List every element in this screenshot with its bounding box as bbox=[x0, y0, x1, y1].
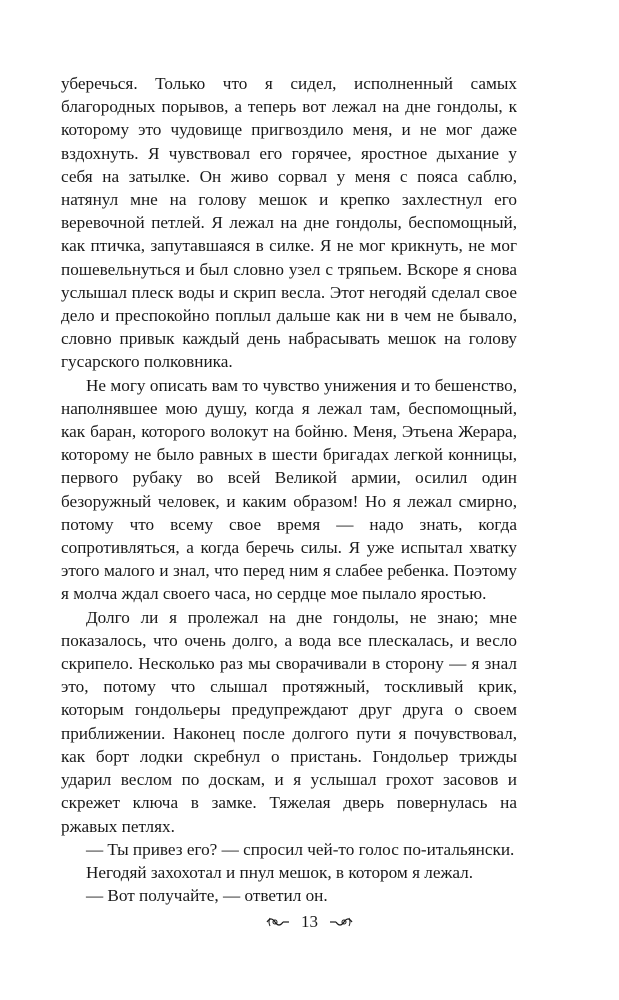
page-number: 13 bbox=[301, 912, 318, 931]
paragraph: — Ты привез его? — спросил чей-то голос по-итальянски. bbox=[85, 839, 515, 859]
left-scroll-ornament-icon bbox=[265, 914, 291, 930]
paragraph: уберечься. Только что я сидел, исполненный самых благородных порывов, а теперь вот лежал на дне гондолы, к которому это чудовище пригвоздило меня, и не мог даже вздохнуть. Я чувствовал его горячее, яростное дыхание у себя на затылке. Он живо сорвал у меня с пояса саблю, натянул мне на голову мешок и крепко захлестнул его веревочной петлей. Я лежал на дне гондолы, беспомощный, как птичка, запутавшаяся в силке. Я не мог крикнуть, не мог пошевельнуться и был словно узел с тряпьем. Вскоре я снова услышал плеск воды и скрип весла. Этот негодяй сделал свое дело и преспокойно поплыл дальше как ни в чем не бывало, словно привык каждый день набрасывать мешок на голову гусарского полковника. bbox=[61, 74, 517, 372]
page-body bbox=[61, 72, 517, 907]
paragraph: Не могу описать вам то чувство унижения и то бешенство, наполнявшее мою душу, когда я лежал там, беспомощный, как баран, которого волокут на бойню. Меня, Этьена Жерара, которому не было равных в шести бригадах легкой конницы, первого рубаку во всей Великой армии, осилил один безоружный человек, и каким образом! Но я лежал смирно, потому что всему свое время — надо знать, когда сопротивляться, а когда беречь силы. Я уже испытал хватку этого малого и знал, что перед ним я слабее ребенка. Поэтому я молча ждал своего часа, но сердце мое пылало яростью. bbox=[61, 375, 517, 604]
paragraph: — Вот получайте, — ответил он. bbox=[85, 886, 328, 906]
right-scroll-ornament-icon bbox=[328, 914, 354, 930]
paragraph: Долго ли я пролежал на дне гондолы, не знаю; мне показалось, что очень долго, а вода все плескалась, и весло скрипело. Несколько раз мы сворачивали в сторону — я знал это, потому что слышал протяжный, тоскливый крик, которым гондольеры предупреждают друг друга о своем приближении. Наконец после долгого пути я почувствовал, как борт лодки скребнул о пристань. Гондольер трижды ударил веслом по доскам, и я услышал грохот засовов и скрежет ключа в замке. Тяжелая дверь повернулась на ржавых петлях. bbox=[61, 607, 517, 836]
paragraph: Негодяй захохотал и пнул мешок, в котором я лежал. bbox=[85, 862, 474, 882]
page-footer bbox=[0, 912, 619, 932]
